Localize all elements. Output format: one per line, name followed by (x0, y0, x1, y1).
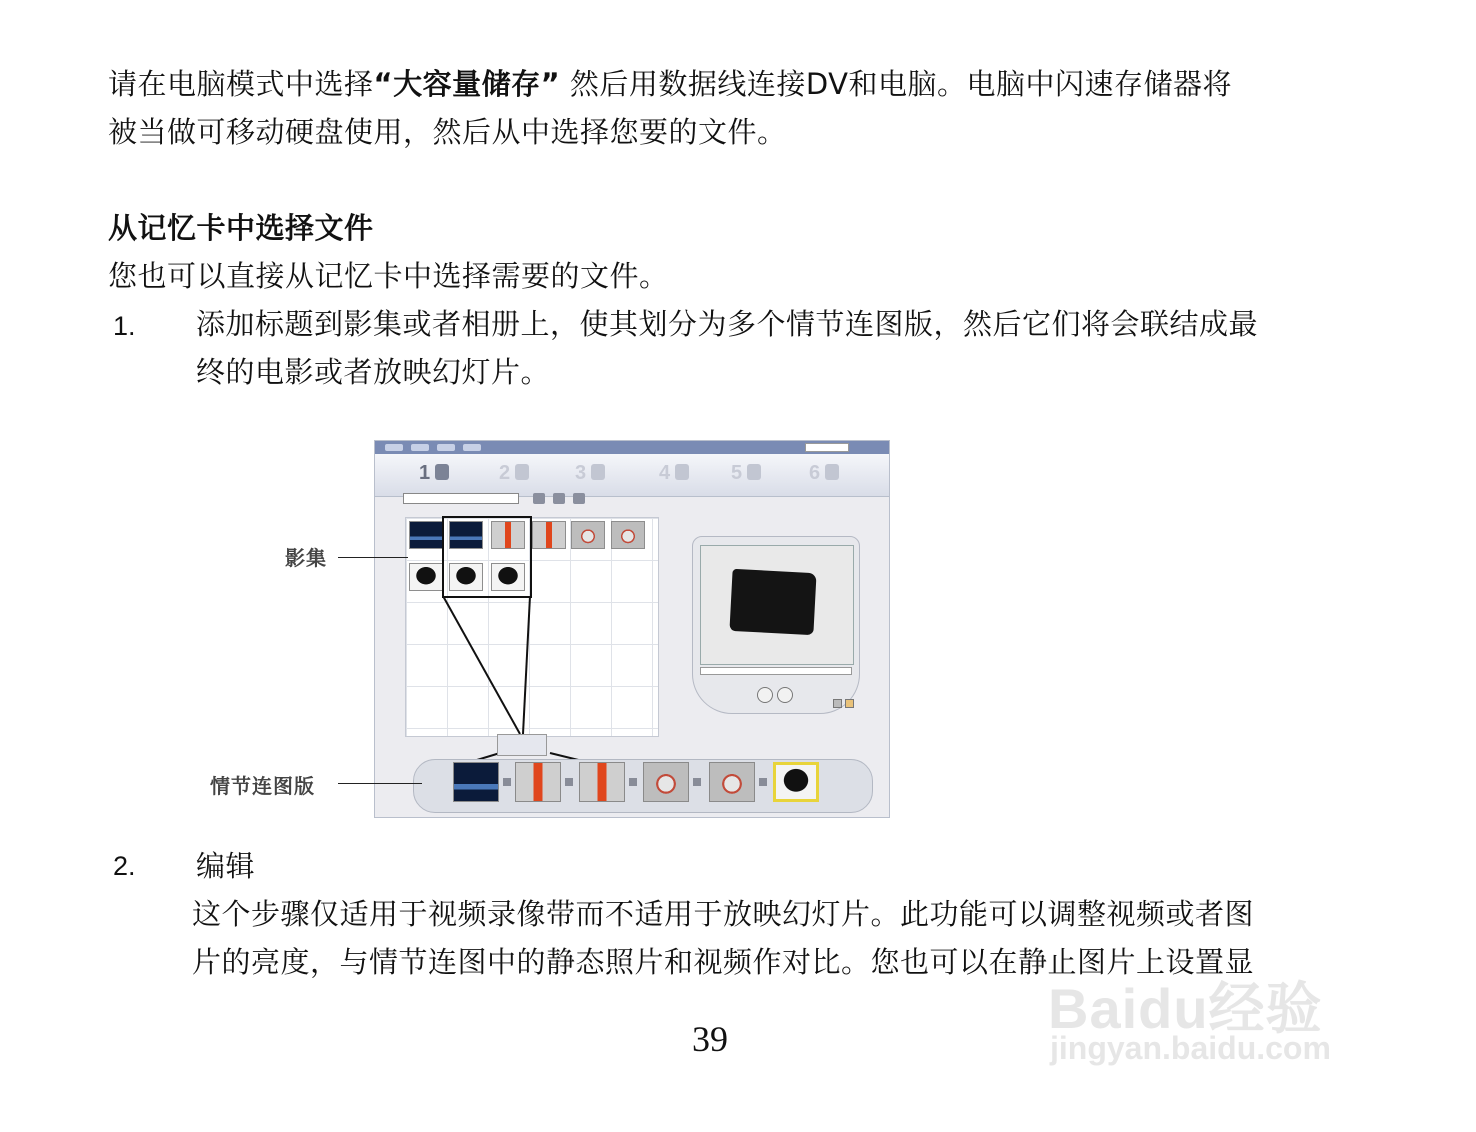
step-2-number: 2. (113, 851, 136, 881)
view-icon (833, 699, 842, 708)
step-2-title: 编辑 (196, 849, 256, 883)
storyboard-frame (453, 762, 499, 802)
step-1-number: 1. (113, 311, 136, 341)
step-tab-2: 2 (499, 462, 545, 490)
play-icon (757, 687, 773, 703)
baidu-jingyan-logo: Baidu经验 (1048, 977, 1323, 1040)
intro-line-2: 被当做可移动硬盘使用，然后从中选择您要的文件。 (108, 115, 787, 149)
intro-text-cont: 然后用数据线连接DV和电脑。电脑中闪速存储器将 (560, 67, 1233, 101)
step-tab-3: 3 (575, 462, 621, 490)
preview-player (692, 536, 860, 714)
stop-icon (777, 687, 793, 703)
section-lead: 您也可以直接从记忆卡中选择需要的文件。 (108, 259, 669, 293)
storyboard-frame (579, 762, 625, 802)
storyboard-frame (709, 762, 755, 802)
transition-slot (497, 734, 547, 756)
intro-text: 请在电脑模式中选择 (108, 67, 374, 101)
intro-line-1 (108, 64, 1232, 104)
preview-image (729, 569, 816, 635)
view-icon (845, 699, 854, 708)
page-number: 39 (692, 1019, 728, 1059)
step-tab-4: 4 (659, 462, 705, 490)
album-leader-line (338, 557, 408, 558)
preview-screen (700, 545, 854, 665)
preview-slider (700, 667, 852, 675)
step-2-line-2: 片的亮度，与情节连图中的静态照片和视频作对比。您也可以在静止图片上设置显 (192, 945, 1255, 979)
storyboard-leader-line (338, 783, 422, 784)
storyboard-frame-selected (773, 762, 819, 802)
storyboard-frame (643, 762, 689, 802)
section-heading: 从记忆卡中选择文件 (108, 211, 374, 245)
step-1-line-1: 添加标题到影集或者相册上，使其划分为多个情节连图版，然后它们将会联结成最 (196, 307, 1259, 341)
step-tab-1: 1 (419, 462, 465, 490)
step-tab-5: 5 (731, 462, 777, 490)
label-storyboard: 情节连图版 (210, 774, 315, 798)
watermark-url: jingyan.baidu.com (1050, 1030, 1331, 1066)
storyboard-frame (515, 762, 561, 802)
step-tab-6: 6 (809, 462, 855, 490)
step-2-line-1: 这个步骤仅适用于视频录像带而不适用于放映幻灯片。此功能可以调整视频或者图 (192, 897, 1255, 931)
step-1-line-2: 终的电影或者放映幻灯片。 (196, 355, 551, 389)
mass-storage-term: “大容量储存” (373, 67, 561, 101)
software-screenshot (374, 440, 890, 818)
label-album: 影集 (285, 546, 327, 570)
